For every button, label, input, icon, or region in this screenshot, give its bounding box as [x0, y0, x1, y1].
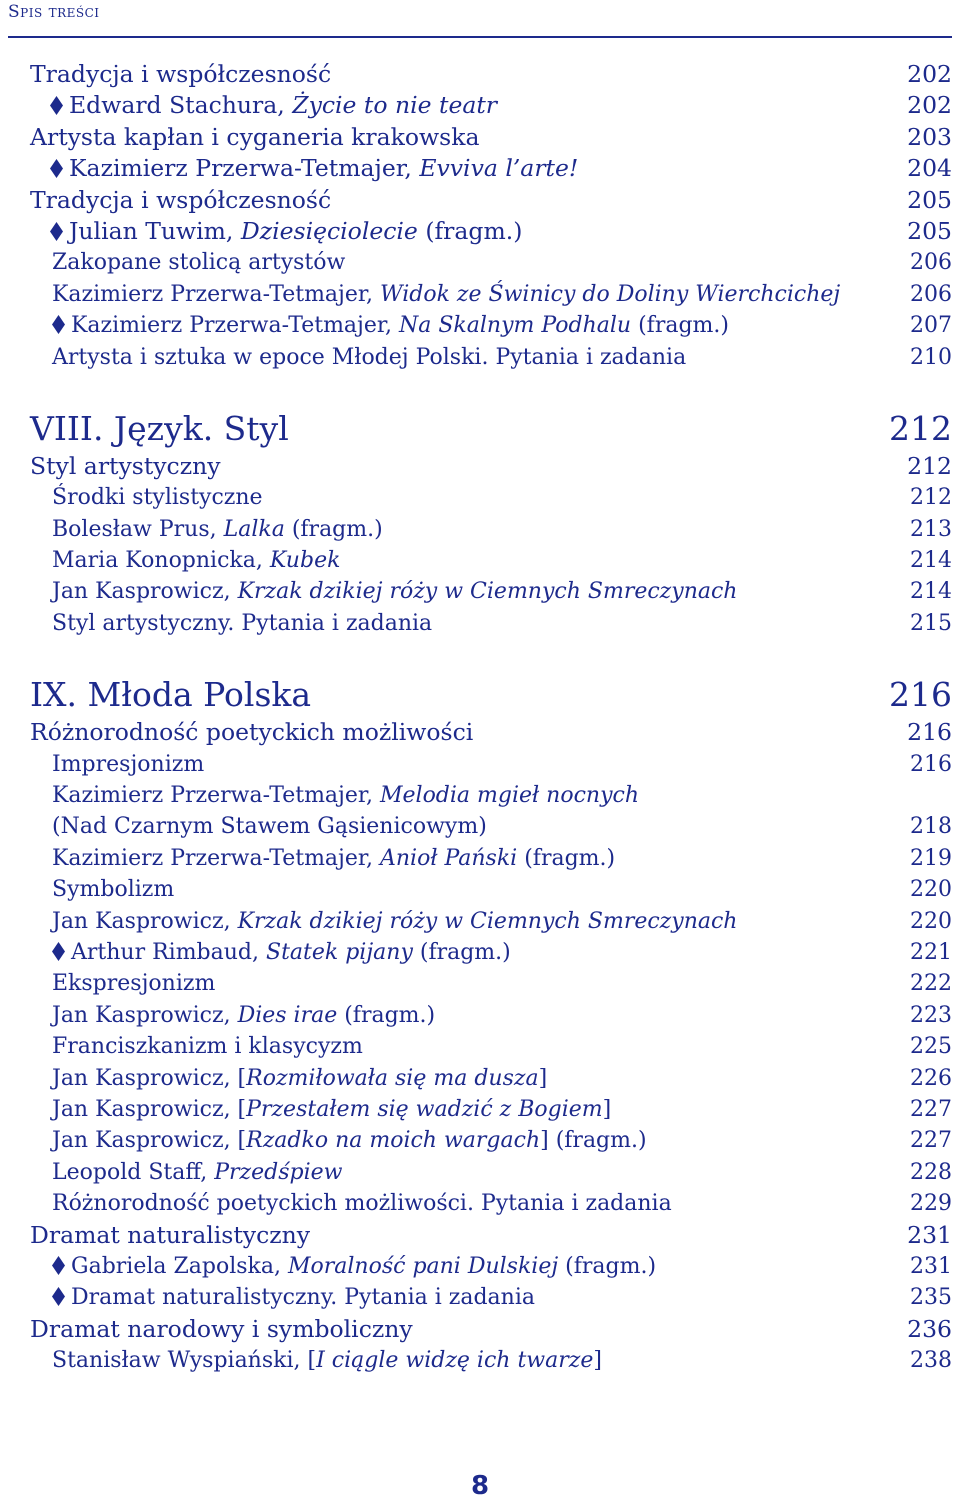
toc-entry	[0, 1188, 960, 1219]
page-ref: 204	[907, 154, 952, 183]
diamond-bullet-icon	[50, 222, 63, 241]
toc-entry	[0, 843, 960, 874]
entry-title	[30, 717, 473, 748]
entry-title	[52, 342, 686, 373]
entry-text: Edward Stachura,	[69, 91, 293, 120]
entry-text: Różnorodność poetyckich możliwości. Pytania i zadania	[52, 1191, 672, 1217]
page-ref: 206	[910, 250, 952, 276]
page-ref: 202	[907, 91, 952, 120]
toc-entry	[0, 342, 960, 373]
toc-entry	[0, 608, 960, 639]
diamond-bullet-icon	[52, 942, 65, 961]
toc-entry	[0, 279, 960, 310]
entry-text: Gabriela Zapolska,	[71, 1253, 288, 1279]
page-ref: 212	[907, 451, 952, 480]
toc-entry	[0, 811, 960, 842]
entry-title	[52, 843, 615, 874]
entry-text: Jan Kasprowicz, [	[52, 1096, 247, 1122]
toc-entry	[0, 1125, 960, 1156]
entry-text: Różnorodność poetyckich możliwości	[30, 718, 474, 747]
toc-entry	[0, 1094, 960, 1125]
entry-title	[52, 874, 174, 905]
entry-text: Ekspresjonizm	[52, 971, 216, 997]
entry-title	[30, 185, 331, 216]
entry-title	[52, 968, 215, 999]
entry-title	[52, 310, 729, 341]
work-title: Anioł Pański	[379, 845, 518, 871]
entry-title	[30, 59, 331, 90]
page-ref: 221	[910, 939, 952, 965]
work-title: Statek pijany	[266, 939, 413, 965]
entry-text: Kazimierz Przerwa-Tetmajer,	[52, 845, 380, 871]
entry-text: Dramat narodowy i symboliczny	[30, 1314, 413, 1343]
toc-entry	[0, 749, 960, 780]
entry-text: (fragm.)	[412, 939, 511, 965]
entry-text: Dramat naturalistyczny. Pytania i zadania	[71, 1285, 535, 1311]
entry-title	[50, 90, 497, 121]
header-rule	[8, 36, 952, 38]
page-ref: 212	[889, 408, 952, 448]
entry-title	[52, 576, 737, 607]
page-ref: 227	[910, 1128, 952, 1154]
work-title: Krzak dzikiej róży w Ciemnych Smreczynach	[237, 908, 738, 934]
section-heading	[0, 673, 960, 717]
entry-text: Styl artystyczny	[30, 451, 221, 480]
page-ref: 220	[910, 908, 952, 934]
toc-entry	[0, 1282, 960, 1313]
entry-title	[52, 811, 487, 842]
entry-title	[52, 514, 383, 545]
page-ref: 214	[910, 548, 952, 574]
entry-text: Jan Kasprowicz,	[52, 908, 238, 934]
entry-text: ]	[602, 1096, 612, 1122]
entry-text: Bolesław Prus,	[52, 516, 224, 542]
toc-entry	[0, 1031, 960, 1062]
work-title: Evviva l’arte!	[419, 154, 579, 183]
entry-text: Franciszkanizm i klasycyzm	[52, 1034, 363, 1060]
work-title: Lalka	[223, 516, 285, 542]
entry-text: Artysta i sztuka w epoce Młodej Polski. Pytania i zadania	[52, 344, 687, 370]
work-title: Rzadko na moich wargach	[246, 1128, 541, 1154]
work-title: Melodia mgieł nocnych	[379, 783, 639, 809]
toc-entry	[0, 1251, 960, 1282]
page-ref: 231	[910, 1253, 952, 1279]
entry-title	[52, 1094, 611, 1125]
diamond-bullet-icon	[50, 96, 63, 115]
page-ref: 225	[910, 1034, 952, 1060]
entry-title	[52, 937, 511, 968]
entry-text: Kazimierz Przerwa-Tetmajer,	[52, 281, 380, 307]
entry-text: Jan Kasprowicz,	[52, 579, 238, 605]
work-title: Widok ze Świnicy do Doliny Wierchcichej	[379, 281, 841, 307]
page-ref: 223	[910, 1002, 952, 1028]
page-ref: 235	[910, 1285, 952, 1311]
entry-text: Jan Kasprowicz,	[52, 1002, 238, 1028]
toc-entry	[0, 717, 960, 748]
toc-entry	[0, 1063, 960, 1094]
entry-text: Julian Tuwim,	[69, 216, 241, 245]
entry-title	[30, 451, 221, 482]
page-ref: 227	[910, 1096, 952, 1122]
entry-text: Stanisław Wyspiański, [	[52, 1348, 317, 1374]
section-heading	[0, 407, 960, 451]
toc-entry	[0, 310, 960, 341]
entry-text: (fragm.)	[631, 313, 729, 339]
entry-title	[52, 1157, 342, 1188]
entry-title	[52, 482, 263, 513]
entry-text: Arthur Rimbaud,	[71, 939, 266, 965]
toc-entry	[0, 59, 960, 90]
diamond-bullet-icon	[50, 159, 63, 178]
work-title: Przestałem się wadzić z Bogiem	[246, 1096, 603, 1122]
entry-text: (fragm.)	[517, 845, 616, 871]
entry-title	[50, 153, 578, 184]
entry-title	[52, 1282, 535, 1313]
page-ref: 212	[910, 485, 952, 511]
toc-entry	[0, 576, 960, 607]
entry-text: (fragm.)	[284, 516, 383, 542]
page-ref: 216	[910, 751, 952, 777]
page-ref: 236	[907, 1314, 952, 1343]
entry-text: Zakopane stolicą artystów	[52, 250, 346, 276]
entry-text: ] (fragm.)	[540, 1128, 647, 1154]
entry-text: IX. Młoda Polska	[30, 675, 312, 715]
entry-text: Dramat naturalistyczny	[30, 1220, 311, 1249]
page-ref: 231	[907, 1220, 952, 1249]
work-title: Rozmiłowała się ma dusza	[246, 1065, 539, 1091]
toc-entry	[0, 1220, 960, 1251]
page-ref: 215	[910, 610, 952, 636]
toc-entry	[0, 1345, 960, 1376]
page-number: 8	[470, 1471, 490, 1501]
entry-text: ]	[593, 1348, 602, 1374]
page-ref: 214	[910, 579, 952, 605]
page-ref: 220	[910, 877, 952, 903]
toc-entry	[0, 122, 960, 153]
entry-text: Leopold Staff,	[52, 1159, 215, 1185]
toc-entry	[0, 451, 960, 482]
entry-text: Tradycja i współczesność	[30, 60, 332, 88]
entry-text: Styl artystyczny. Pytania i zadania	[52, 610, 433, 636]
toc-entry	[0, 545, 960, 576]
toc-entry	[0, 1314, 960, 1345]
page-ref: 218	[910, 814, 952, 840]
entry-title	[52, 1000, 435, 1031]
entry-text: Symbolizm	[52, 877, 175, 903]
entry-text: Jan Kasprowicz, [	[52, 1128, 247, 1154]
entry-title	[50, 216, 522, 247]
page-ref: 210	[910, 344, 952, 370]
page-ref: 206	[910, 281, 952, 307]
page-ref: 222	[910, 971, 952, 997]
entry-text: VIII. Język. Styl	[30, 408, 289, 448]
entry-text: Artysta kapłan i cyganeria krakowska	[30, 122, 480, 151]
entry-title	[30, 122, 479, 153]
entry-title	[52, 1063, 547, 1094]
running-header: Spis treści	[8, 2, 100, 22]
work-title: Dies irae	[237, 1002, 338, 1028]
entry-title	[30, 1220, 310, 1251]
entry-title	[52, 749, 204, 780]
work-title: Moralność pani Dulskiej	[287, 1253, 559, 1279]
page-ref: 228	[910, 1159, 952, 1185]
work-title: Kubek	[269, 548, 341, 574]
entry-title	[52, 545, 340, 576]
entry-text: Kazimierz Przerwa-Tetmajer,	[71, 313, 399, 339]
diamond-bullet-icon	[52, 1256, 65, 1275]
entry-title	[52, 1251, 656, 1282]
entry-title	[52, 1125, 647, 1156]
toc-entry	[0, 247, 960, 278]
entry-title	[30, 673, 311, 717]
diamond-bullet-icon	[52, 1287, 65, 1306]
diamond-bullet-icon	[52, 315, 65, 334]
entry-title	[52, 780, 639, 811]
entry-title	[52, 1031, 363, 1062]
page-ref: 202	[907, 60, 952, 88]
entry-text: ]	[538, 1065, 548, 1091]
entry-text: Maria Konopnicka,	[52, 548, 270, 574]
entry-text: (Nad Czarnym Stawem Gąsienicowym)	[52, 814, 487, 840]
entry-title	[52, 247, 345, 278]
entry-title	[30, 1314, 413, 1345]
work-title: Na Skalnym Podhalu	[398, 313, 632, 339]
entry-text: (fragm.)	[558, 1253, 657, 1279]
toc-entry	[0, 482, 960, 513]
page-ref: 207	[910, 313, 952, 339]
entry-text: Środki stylistyczne	[52, 485, 263, 511]
table-of-contents	[0, 59, 960, 1376]
toc-entry	[0, 874, 960, 905]
page-ref: 216	[907, 718, 952, 747]
page-ref: 229	[910, 1191, 952, 1217]
toc-entry	[0, 185, 960, 216]
work-title: Przedśpiew	[214, 1159, 343, 1185]
entry-title	[52, 906, 737, 937]
toc-entry	[0, 906, 960, 937]
toc-entry	[0, 90, 960, 121]
work-title: Dziesięciolecie	[240, 216, 418, 245]
page-ref: 219	[910, 845, 952, 871]
toc-entry	[0, 153, 960, 184]
page-ref: 238	[910, 1348, 952, 1374]
page-ref: 226	[910, 1065, 952, 1091]
toc-entry	[0, 968, 960, 999]
entry-title	[52, 608, 432, 639]
entry-text: (fragm.)	[417, 216, 523, 245]
entry-title	[52, 1345, 602, 1376]
page-ref: 203	[907, 122, 952, 151]
entry-text: Tradycja i współczesność	[30, 185, 332, 214]
toc-entry	[0, 937, 960, 968]
toc-entry	[0, 514, 960, 545]
entry-text: Jan Kasprowicz, [	[52, 1065, 247, 1091]
toc-entry	[0, 1157, 960, 1188]
page-ref: 205	[907, 185, 952, 214]
toc-entry	[0, 780, 960, 811]
work-title: Krzak dzikiej róży w Ciemnych Smreczynach	[237, 579, 738, 605]
work-title: I ciągle widzę ich twarze	[316, 1348, 594, 1374]
toc-entry	[0, 1000, 960, 1031]
toc-entry	[0, 216, 960, 247]
page-ref: 216	[889, 675, 952, 715]
entry-text: Kazimierz Przerwa-Tetmajer,	[52, 783, 380, 809]
entry-text: Impresjonizm	[52, 751, 205, 777]
entry-title	[30, 407, 289, 451]
entry-title	[52, 279, 840, 310]
page-ref: 213	[910, 516, 952, 542]
entry-text: Kazimierz Przerwa-Tetmajer,	[69, 154, 420, 183]
work-title: Życie to nie teatr	[292, 91, 498, 120]
entry-text: (fragm.)	[337, 1002, 436, 1028]
entry-title	[52, 1188, 672, 1219]
page-ref: 205	[907, 216, 952, 245]
